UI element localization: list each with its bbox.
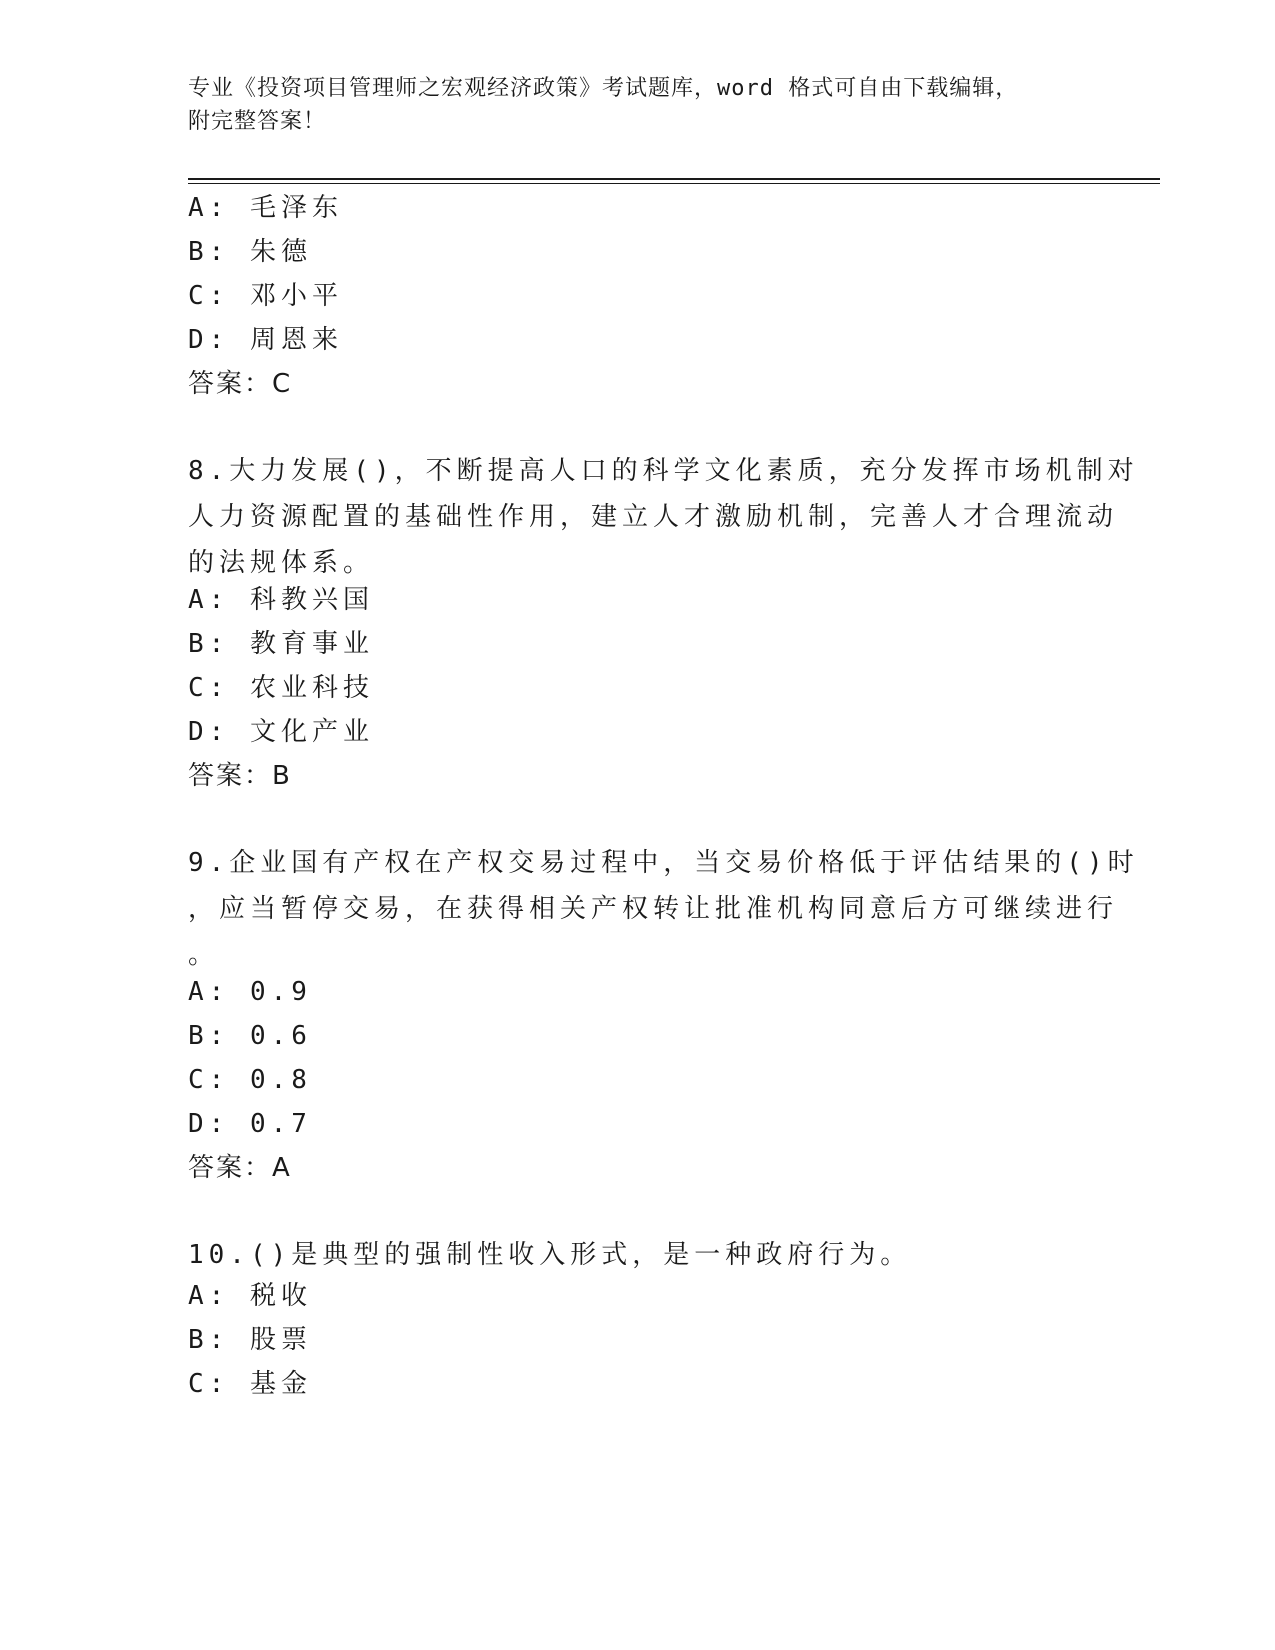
q8-option-d: D: 文化产业 (188, 717, 374, 747)
q10-option-c: C: 基金 (188, 1369, 312, 1399)
q9-question (188, 840, 1139, 978)
q8-option-a: A: 科教兴国 (188, 585, 374, 615)
q8-option-c: C: 农业科技 (188, 673, 374, 703)
q7-answer: 答案：C (188, 369, 293, 399)
q8-question (188, 448, 1139, 586)
q9-line-3: 。 (188, 940, 220, 970)
header-line-1: 专业《投资项目管理师之宏观经济政策》考试题库，word 格式可自由下载编辑， (188, 76, 1019, 101)
q7-option-c: C: 邓小平 (188, 281, 343, 311)
q8-line-3: 的法规体系。 (188, 548, 375, 578)
q8-option-b: B: 教育事业 (188, 629, 374, 659)
q8-line-1: 8.大力发展()，不断提高人口的科学文化素质，充分发挥市场机制对 (188, 456, 1139, 486)
q9-option-d: D: 0.7 (188, 1109, 312, 1139)
q10-question (188, 1232, 1068, 1278)
q7-option-a: A: 毛泽东 (188, 193, 343, 223)
q8-answer: 答案：B (188, 761, 292, 791)
q9-option-a: A: 0.9 (188, 977, 312, 1007)
header-divider-thin (188, 183, 1160, 184)
q9-line-2: ，应当暂停交易，在获得相关产权转让批准机构同意后方可继续进行 (188, 894, 1119, 924)
q9-answer: 答案：A (188, 1153, 292, 1183)
q10-option-b: B: 股票 (188, 1325, 312, 1355)
q9-option-b: B: 0.6 (188, 1021, 312, 1051)
q10-line-1: 10.()是典型的强制性收入形式，是一种政府行为。 (188, 1240, 912, 1270)
header-divider-thick (188, 178, 1160, 180)
q7-option-d: D: 周恩来 (188, 325, 343, 355)
header-line-2: 附完整答案！ (188, 109, 327, 134)
document-header (188, 72, 1088, 138)
q9-line-1: 9.企业国有产权在产权交易过程中，当交易价格低于评估结果的()时 (188, 848, 1139, 878)
q8-line-2: 人力资源配置的基础性作用，建立人才激励机制，完善人才合理流动 (188, 502, 1119, 532)
q9-option-c: C: 0.8 (188, 1065, 312, 1095)
q7-option-b: B: 朱德 (188, 237, 312, 267)
q10-option-a: A: 税收 (188, 1281, 312, 1311)
